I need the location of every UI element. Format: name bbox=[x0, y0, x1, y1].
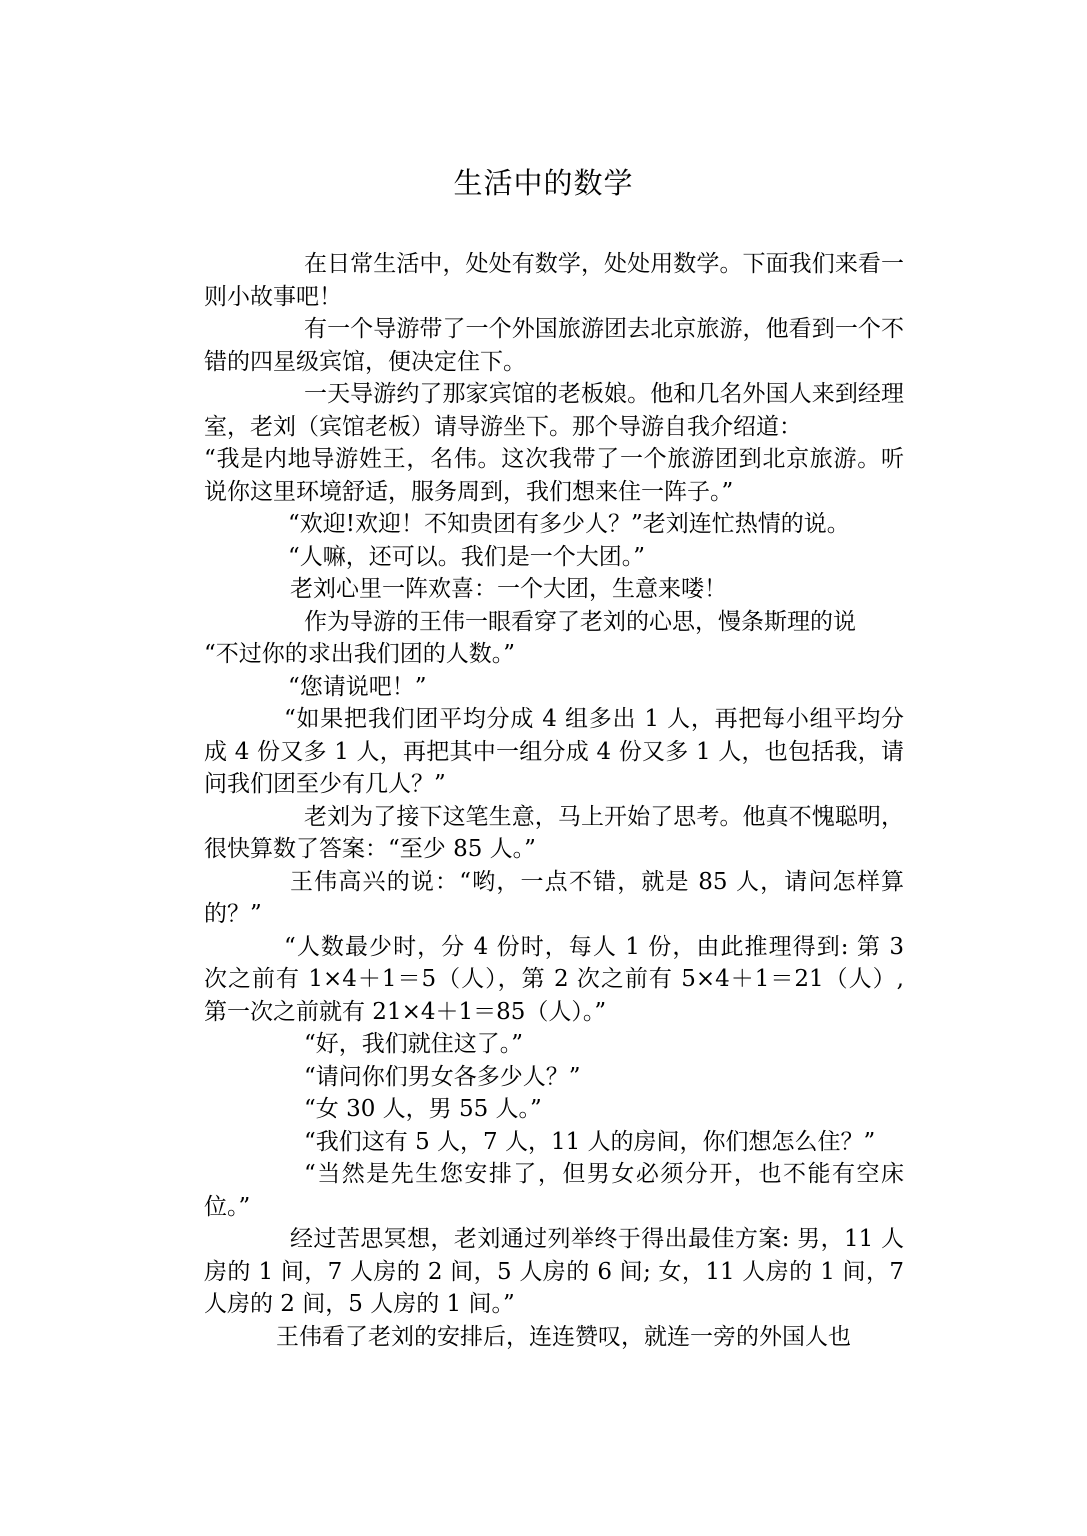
paragraph: “人数最少时，分 4 份时，每人 1 份，由此推理得到: 第 3 次之前有 1×4＋1＝5（人），第 2 次之前有 5×4＋1＝21（人）, 第一次之前就有 21×4＋1＝85（人）。” bbox=[204, 933, 904, 1025]
document-body bbox=[204, 248, 904, 1353]
paragraph: “请问你们男女各多少人？” bbox=[304, 1063, 581, 1090]
paragraph: 王伟看了老刘的安排后，连连赞叹，就连一旁的外国人也 bbox=[276, 1323, 851, 1350]
paragraph: “人嘛，还可以。我们是一个大团。” bbox=[288, 543, 646, 570]
document-title: 生活中的数学 bbox=[453, 166, 634, 200]
paragraph: 有一个导游带了一个外国旅游团去北京旅游，他看到一个不错的四星级宾馆，便决定住下。 bbox=[204, 316, 904, 375]
paragraph: “不过你的求出我们团的人数。” bbox=[204, 641, 516, 667]
paragraph: 王伟高兴的说：“哟，一点不错，就是 85 人，请问怎样算的？” bbox=[204, 868, 904, 927]
paragraph: “好，我们就住这了。” bbox=[304, 1031, 524, 1057]
paragraph: “我是内地导游姓王，名伟。这次我带了一个旅游团到北京旅游。听说你这里环境舒适，服务周到，我们想来住一阵子。” bbox=[204, 446, 904, 505]
paragraph: 作为导游的王伟一眼看穿了老刘的心思，慢条斯理的说 bbox=[304, 608, 856, 635]
paragraph: 一天导游约了那家宾馆的老板娘。他和几名外国人来到经理室，老刘（宾馆老板）请导游坐下。那个导游自我介绍道： bbox=[204, 381, 904, 440]
paragraph: “女 30 人，男 55 人。” bbox=[304, 1096, 542, 1122]
paragraph: “欢迎!欢迎！不知贵团有多少人？”老刘连忙热情的说。 bbox=[288, 511, 850, 537]
paragraph: “当然是先生您安排了，但男女必须分开，也不能有空床位。” bbox=[204, 1161, 904, 1220]
paragraph: “您请说吧！” bbox=[288, 673, 427, 700]
paragraph: 老刘心里一阵欢喜：一个大团，生意来喽！ bbox=[290, 576, 727, 602]
paragraph: “我们这有 5 人，7 人，11 人的房间，你们想怎么住？” bbox=[304, 1128, 876, 1155]
paragraph: “如果把我们团平均分成 4 组多出 1 人，再把每小组平均分成 4 份又多 1 人，再把其中一组分成 4 份又多 1 人，也包括我，请问我们团至少有几人？” bbox=[204, 706, 904, 797]
paragraph: 经过苦思冥想，老刘通过列举终于得出最佳方案: 男，11 人房的 1 间，7 人房的 2 间，5 人房的 6 间; 女，11 人房的 1 间，7 人房的 2 间，5 人房的 1 间。” bbox=[204, 1226, 904, 1317]
paragraph: 在日常生活中，处处有数学，处处用数学。下面我们来看一则小故事吧！ bbox=[204, 251, 904, 310]
paragraph: 老刘为了接下这笔生意，马上开始了思考。他真不愧聪明，很快算数了答案：“至少 85 人。” bbox=[204, 803, 904, 862]
